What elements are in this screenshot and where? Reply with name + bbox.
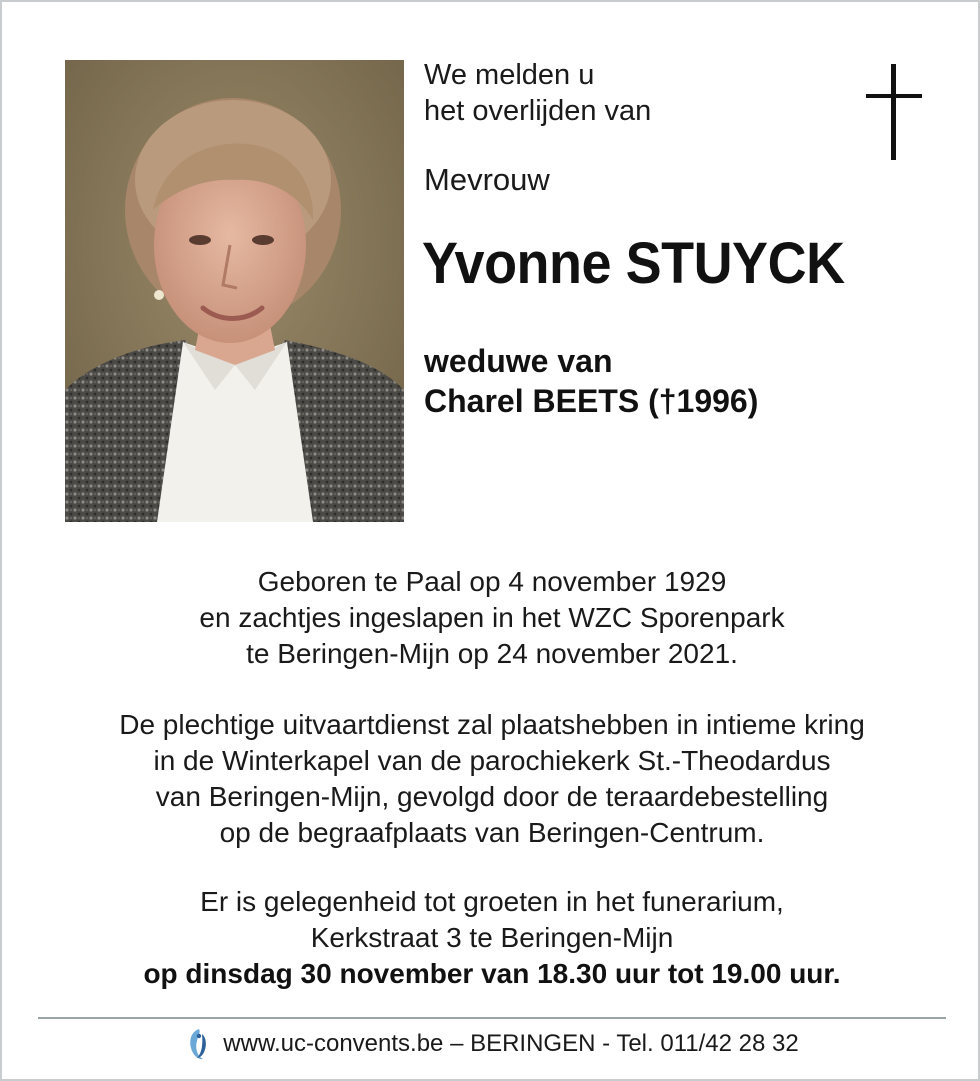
paragraph-line: Geboren te Paal op 4 november 1929 xyxy=(257,566,727,597)
intro-line: We melden u xyxy=(424,59,595,91)
footer xyxy=(2,1024,980,1064)
intro-line: het overlijden van xyxy=(424,95,652,127)
visitation-time: op dinsdag 30 november van 18.30 uur tot 19.00 uur. xyxy=(143,958,841,989)
paragraph-line: in de Winterkapel van de parochiekerk St.-Theodardus xyxy=(153,745,831,776)
title-prefix: Mevrouw xyxy=(424,162,550,197)
paragraph-line: Kerkstraat 3 te Beringen-Mijn xyxy=(310,922,674,953)
funeral-home-logo-icon xyxy=(185,1026,211,1062)
portrait-photo xyxy=(65,60,404,522)
paragraph-line: van Beringen-Mijn, gevolgd door de teraardebestelling xyxy=(155,781,829,812)
paragraph-line: en zachtjes ingeslapen in het WZC Sporenpark xyxy=(199,602,785,633)
spouse-info xyxy=(424,341,758,421)
paragraph-line: te Beringen-Mijn op 24 november 2021. xyxy=(246,638,738,669)
paragraph-line: Er is gelegenheid tot groeten in het funerarium, xyxy=(200,886,784,917)
spouse-line: weduwe van xyxy=(424,343,613,379)
footer-divider xyxy=(38,1017,946,1019)
visitation-paragraph xyxy=(2,884,980,992)
footer-contact: www.uc-convents.be – BERINGEN - Tel. 011/42 28 32 xyxy=(223,1030,799,1057)
portrait-image xyxy=(65,60,404,522)
intro-text xyxy=(424,57,651,129)
birth-death-paragraph xyxy=(2,564,980,672)
deceased-name: Yvonne STUYCK xyxy=(422,231,845,296)
paragraph-line: op de begraafplaats van Beringen-Centrum. xyxy=(219,817,765,848)
cross-icon xyxy=(866,64,924,162)
funeral-paragraph xyxy=(2,707,980,851)
spouse-line: Charel BEETS (†1996) xyxy=(424,383,759,419)
paragraph-line: De plechtige uitvaartdienst zal plaatshebben in intieme kring xyxy=(119,709,865,740)
